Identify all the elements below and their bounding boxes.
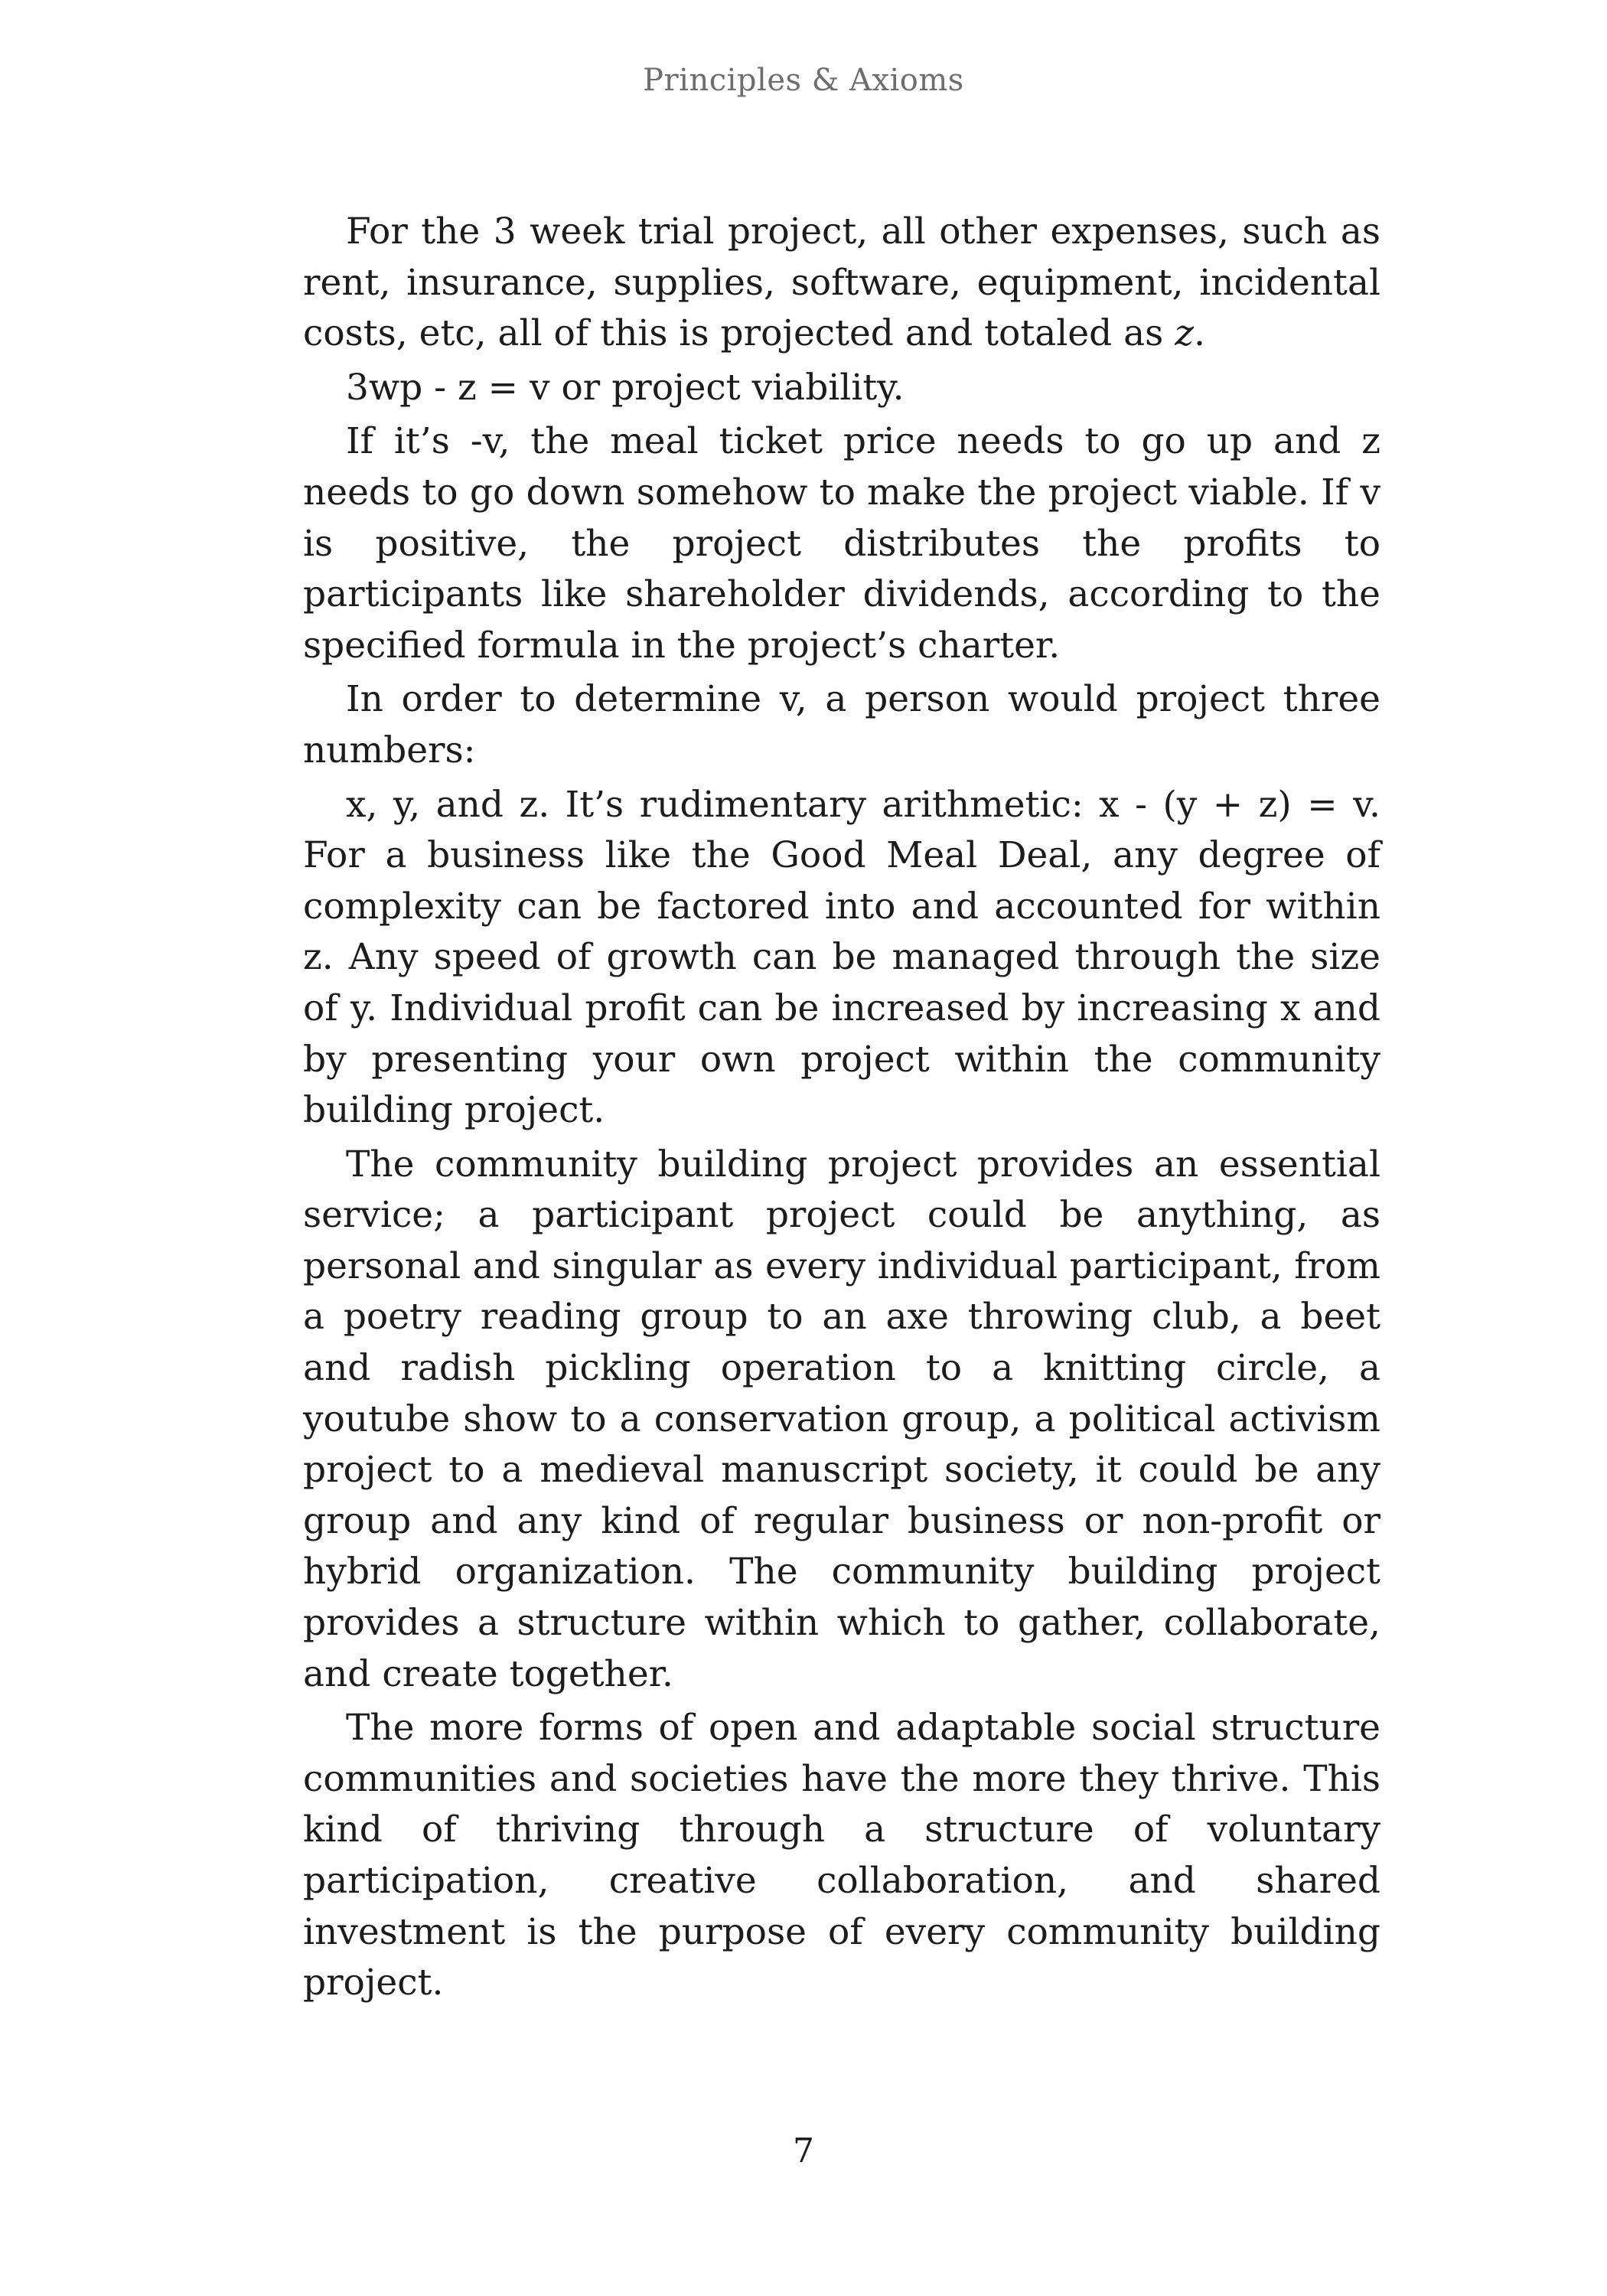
body-text <box>303 207 1380 2009</box>
page-number: 7 <box>793 2131 814 2170</box>
running-header: Principles & Axioms <box>643 63 964 98</box>
paragraph-negative-viability: If it’s -v, the meal ticket price needs to go up and z needs to go down somehow to make the project viable. If v is positive, the project distributes the profits to participants like shareholder dividends, according to the specified formula in the project’s charter. <box>303 420 1380 667</box>
paragraph-thriving: The more forms of open and adaptable social structure communities and societies have the more they thrive. This kind of thriving through a structure of voluntary participation, creative collaboration, and shared investment is the purpose of every community building project. <box>303 1707 1380 2004</box>
paragraph-determine-v: In order to determine v, a person would project three numbers: <box>303 678 1380 771</box>
paragraph-expenses <box>303 207 1380 360</box>
paragraph-essential-service: The community building project provides an essential service; a participant project could be anything, as personal and singular as every individual participant, from a poetry reading group to an axe throwing club, a beet and radish pickling operation to a knitting circle, a youtube show to a conservation group, a political activism project to a medieval manuscript society, it could be any group and any kind of regular business or non-profit or hybrid organization. The community building project provides a structure within which to gather, collaborate, and create together. <box>303 1143 1380 1695</box>
paragraph-arithmetic: x, y, and z. It’s rudimentary arithmetic: x - (y + z) = v. For a business like the Good Meal Deal, any degree of complexity can be factored into and accounted for within z. Any speed of growth can be managed through the size of y. Individual profit can be increased by increasing x and by presenting your own project within the community building project. <box>303 783 1380 1132</box>
paragraph-viability-formula: 3wp - z = v or project viability. <box>346 366 905 409</box>
variable-z: z <box>1175 312 1194 355</box>
paragraph-text: For the 3 week trial project, all other expenses, such as rent, insurance, supplies, software, equipment, incidental costs, etc, all of this is projected and totaled as <box>303 210 1380 355</box>
paragraph-text: . <box>1193 312 1205 355</box>
